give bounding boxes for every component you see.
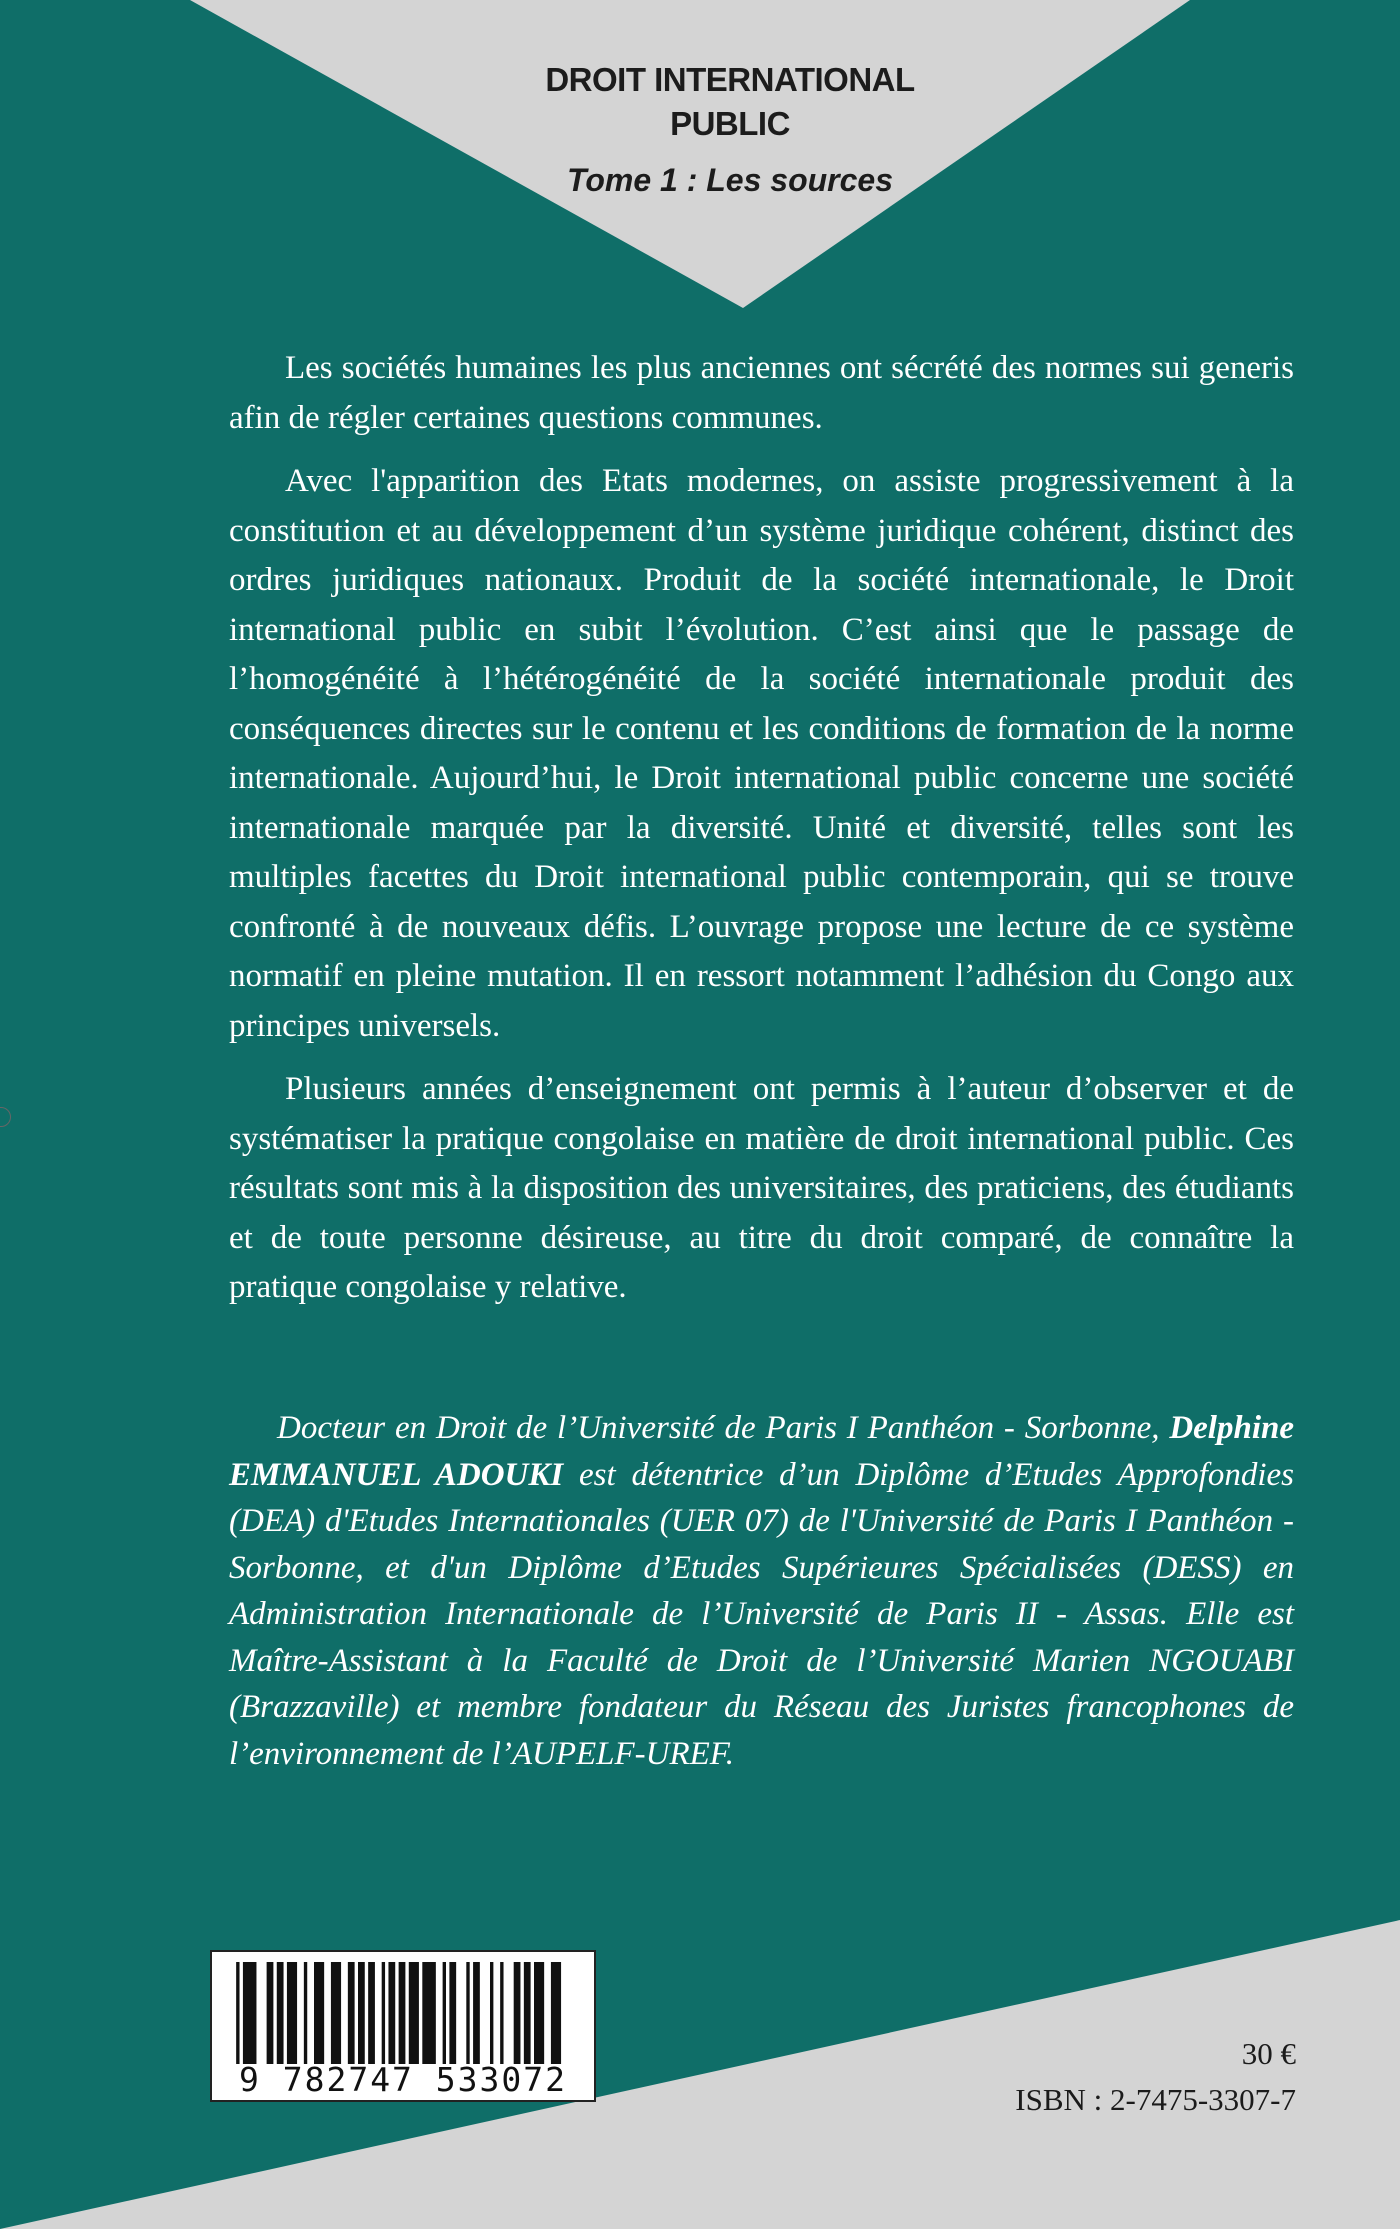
bio-intro: Docteur en Droit de l’Université de Paris I Panthéon - Sorbonne,: [277, 1410, 1170, 1446]
blurb-paragraph-1: Les sociétés humaines les plus anciennes ont sécrété des normes sui generis afin de régler certaines questions communes.: [229, 350, 1294, 436]
barcode-bar: [514, 1962, 521, 2064]
barcode-bar: [382, 1962, 385, 2064]
barcode-bar: [304, 1962, 307, 2064]
barcode-bar: [267, 1962, 274, 2064]
barcode-bar: [490, 1962, 493, 2064]
isbn: ISBN : 2-7475-3307-7: [1015, 2082, 1296, 2117]
barcode-bar: [388, 1962, 395, 2064]
book-subtitle: Tome 1 : Les sources: [566, 162, 894, 198]
barcode-bar: [236, 1962, 239, 2064]
blurb-paragraph-3: Plusieurs années d’enseignement ont permis à l’auteur d’observer et de systématiser la pratique congolaise en matière de droit international public. Ces résultats sont mis à la disposition des universitaires, des praticiens, des étudiants et de toute personne désireuse, au titre du droit comparé, de connaître la pratique congolaise y relative.: [229, 1071, 1294, 1305]
bio-rest: est détentrice d’un Diplôme d’Etudes Approfondies (DEA) d'Etudes Internationales (UER 07) de l'Université de Paris I Panthéon - Sorbonne, et d'un Diplôme d’Etudes Supérieures Spécialisées (DESS) en Administration Internationale de l’Université de Paris II - Assas. Elle est Maître-Assistant à la Faculté de Droit de l’Université Marien NGOUABI (Brazzaville) et membre fondateur du Réseau des Juristes francophones de l’environnement de l’AUPELF-UREF.: [229, 1456, 1294, 1772]
barcode-bar: [399, 1962, 406, 2064]
barcode-bar: [314, 1962, 324, 2064]
author-name: Delphine EMMANUEL ADOUKI: [229, 1410, 1294, 1493]
barcode-bar: [524, 1962, 531, 2064]
barcode-bar: [551, 1962, 561, 2064]
barcode: [210, 1950, 596, 2102]
barcode-bar: [368, 1962, 375, 2064]
barcode-bar: [466, 1962, 469, 2064]
barcode-bar: [409, 1962, 419, 2064]
barcode-bar: [277, 1962, 284, 2064]
title-line-2: PUBLIC: [670, 105, 790, 142]
barcode-bars: [226, 1962, 578, 2064]
barcode-bar: [422, 1962, 436, 2064]
barcode-bar: [534, 1962, 544, 2064]
author-bio: [229, 1405, 1294, 1777]
barcode-number: 9 782747 533072: [238, 2060, 567, 2099]
barcode-bar: [443, 1962, 446, 2064]
blurb-text: [229, 344, 1294, 1327]
barcode-bar: [449, 1962, 456, 2064]
barcode-bar: [358, 1962, 365, 2064]
barcode-bar: [473, 1962, 480, 2064]
blurb-paragraph-2: Avec l'apparition des Etats modernes, on assiste progressivement à la constitution et au développement d’un système juridique cohérent, distinct des ordres juridiques nationaux. Produit de la société internationale, le Droit international public en subit l’évolution. C’est ainsi que le passage de l’homogénéité à l’hétérogénéité de la société internationale produit des conséquences directes sur le contenu et les conditions de formation de la norme internationale. Aujourd’hui, le Droit international public concerne une société internationale marquée par la diversité. Unité et diversité, telles sont les multiples facettes du Droit international public contemporain, qui se trouve confronté à de nouveaux défis. L’ouvrage propose une lecture de ce système normatif en pleine mutation. Il en ressort notamment l’adhésion du Congo aux principes universels.: [229, 463, 1294, 1044]
book-title-block: [380, 58, 1080, 202]
barcode-bar: [287, 1962, 297, 2064]
barcode-bar: [331, 1962, 341, 2064]
barcode-bar: [500, 1962, 503, 2064]
price: 30 €: [1241, 2036, 1296, 2071]
barcode-bar: [243, 1962, 257, 2064]
barcode-bar: [348, 1962, 355, 2064]
title-line-1: DROIT INTERNATIONAL: [545, 61, 915, 98]
